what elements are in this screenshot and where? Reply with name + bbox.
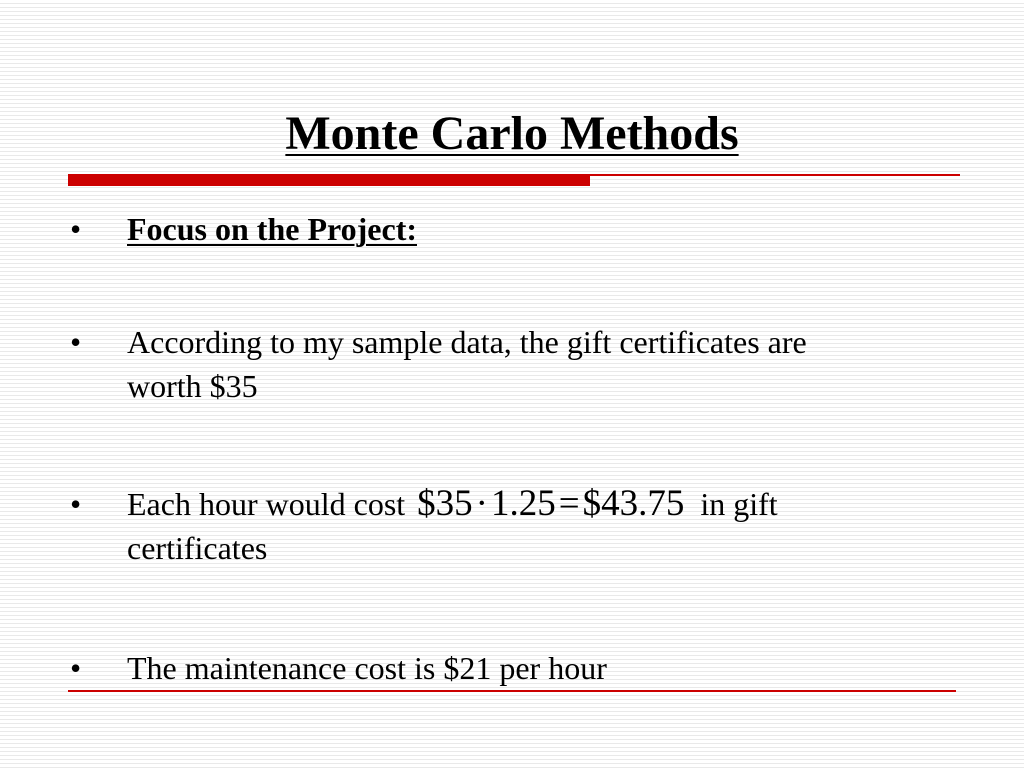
bullet-text-line2: worth $35	[127, 368, 258, 404]
title-underline-thick-red-bar	[68, 174, 590, 186]
bullet-marker: •	[70, 486, 82, 522]
bullet-text: Focus on the Project:	[127, 211, 417, 247]
bullet-text	[127, 320, 980, 408]
slide-title: Monte Carlo Methods	[285, 107, 739, 160]
bullet-text-after-formula: in gift	[700, 486, 778, 522]
bullet-text	[127, 482, 980, 570]
formula-term-price: $35	[417, 483, 473, 524]
bullet-focus-project	[70, 207, 980, 251]
bullet-text-before-formula: Each hour would cost	[127, 486, 406, 522]
bullet-hourly-cost	[70, 482, 980, 570]
bullet-maintenance-cost	[70, 646, 980, 690]
cost-formula	[417, 483, 684, 524]
bullet-marker: •	[70, 211, 82, 247]
formula-multiply-dot: ·	[475, 483, 488, 524]
formula-term-multiplier: 1.25	[490, 483, 556, 524]
formula-result: $43.75	[582, 483, 685, 524]
bullet-marker: •	[70, 324, 82, 360]
bullet-gift-certificate-value	[70, 320, 980, 408]
bullet-text-line1: According to my sample data, the gift certificates are	[127, 324, 807, 360]
bottom-divider-line	[68, 690, 956, 692]
formula-equals-sign: =	[558, 483, 580, 524]
title-underline-thin-red-line	[590, 174, 960, 176]
bullet-text-line2: certificates	[127, 530, 268, 566]
bullet-text: The maintenance cost is $21 per hour	[127, 650, 607, 686]
bullet-marker: •	[70, 650, 82, 686]
